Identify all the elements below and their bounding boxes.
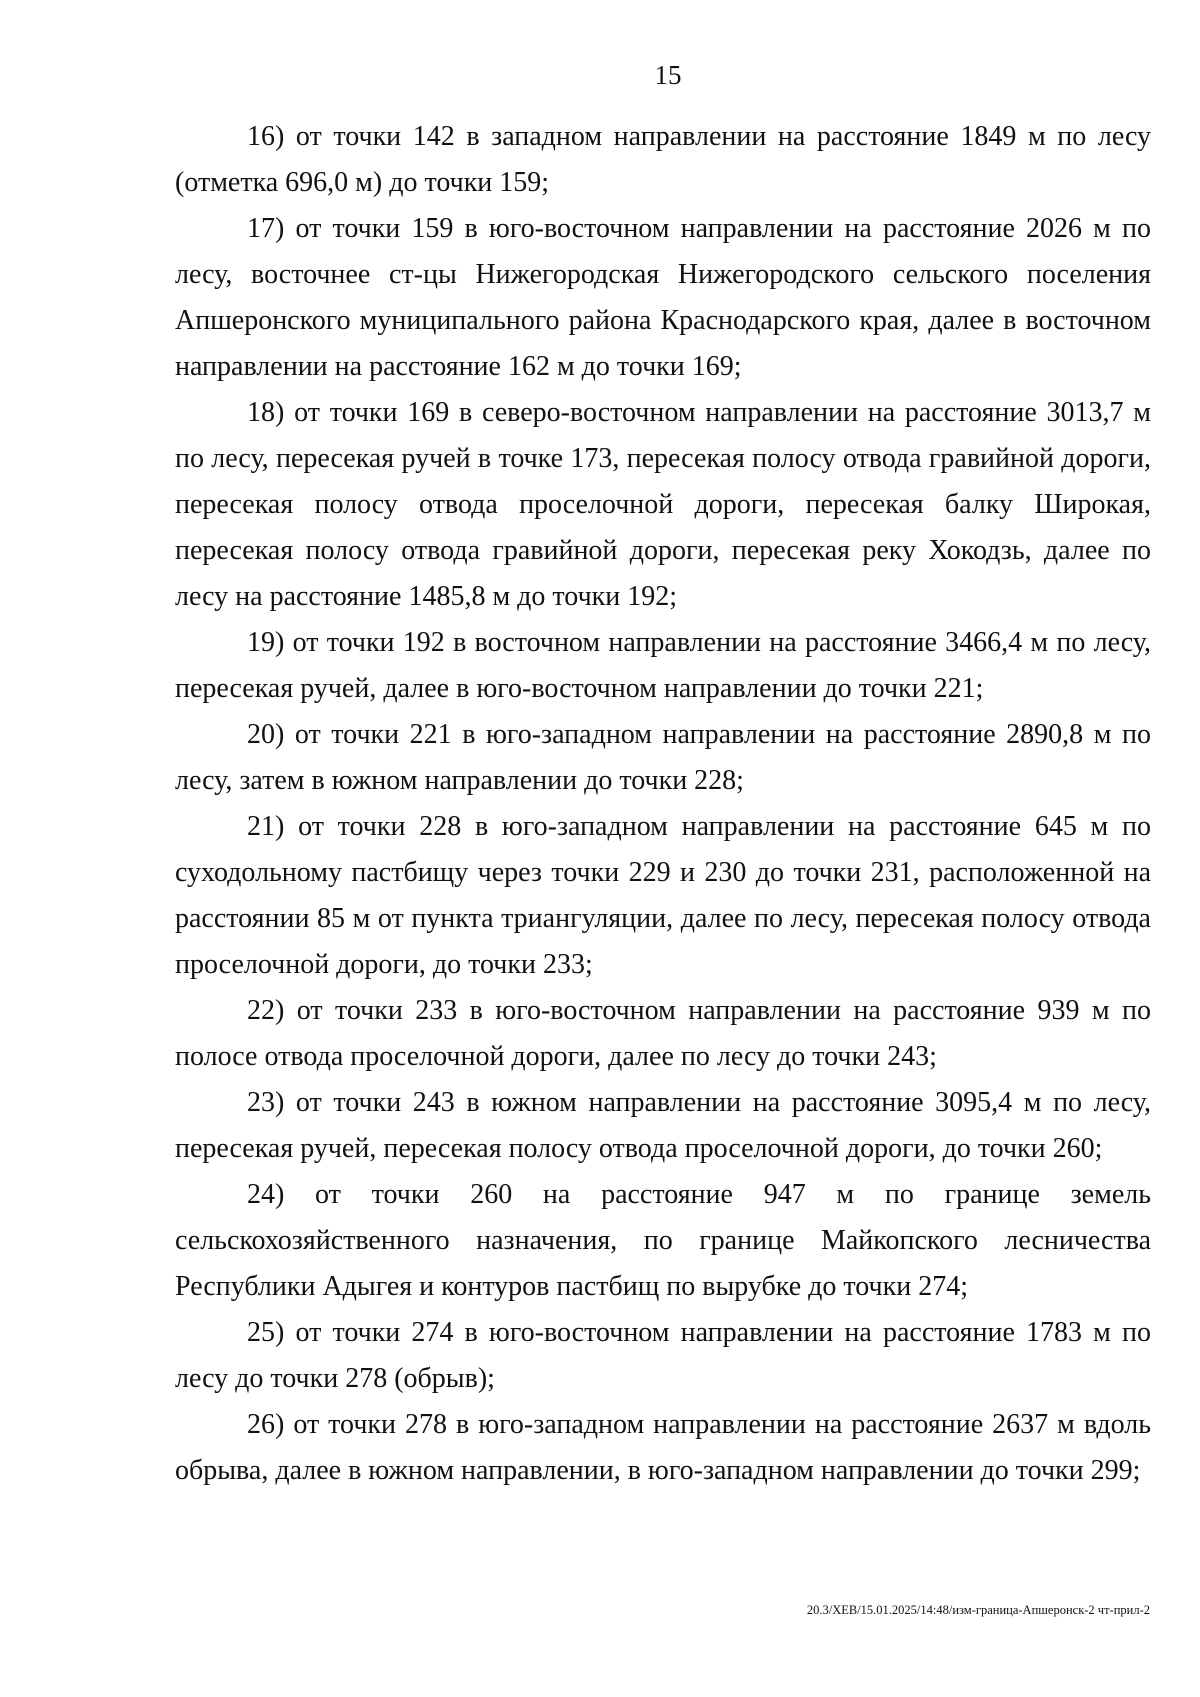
paragraph-22: 22) от точки 233 в юго-восточном направлении на расстояние 939 м по полосе отвода проселочной дороги, далее по лесу до точки 243;: [175, 995, 1151, 1072]
paragraph-20: 20) от точки 221 в юго-западном направлении на расстояние 2890,8 м по лесу, затем в южном направлении до точки 228;: [175, 719, 1151, 796]
paragraph-19: 19) от точки 192 в восточном направлении на расстояние 3466,4 м по лесу, пересекая ручей, далее в юго-восточном направлении до точки 221;: [175, 627, 1151, 704]
paragraph-16: 16) от точки 142 в западном направлении на расстояние 1849 м по лесу (отметка 696,0 м) до точки 159;: [175, 121, 1151, 198]
paragraph-24: 24) от точки 260 на расстояние 947 м по границе земель сельскохозяйственного назначения, по границе Майкопского лесничества Республики Адыгея и контуров пастбищ по вырубке до точки 274;: [175, 1179, 1151, 1302]
page-number: 15: [654, 60, 682, 90]
document-footer-code: 20.3/ХЕВ/15.01.2025/14:48/изм-граница-Апшеронск-2 чт-прил-2: [806, 1603, 1150, 1617]
document-body: [175, 114, 1151, 1494]
paragraph-17: 17) от точки 159 в юго-восточном направлении на расстояние 2026 м по лесу, восточнее ст-цы Нижегородская Нижегородского сельского поселения Апшеронского муниципального района Краснодарского края, далее в восточном направлении на расстояние 162 м до точки 169;: [175, 213, 1151, 382]
paragraph-25: 25) от точки 274 в юго-восточном направлении на расстояние 1783 м по лесу до точки 278 (обрыв);: [175, 1317, 1151, 1394]
paragraph-23: 23) от точки 243 в южном направлении на расстояние 3095,4 м по лесу, пересекая ручей, пересекая полосу отвода проселочной дороги, до точки 260;: [175, 1087, 1151, 1164]
paragraph-26: 26) от точки 278 в юго-западном направлении на расстояние 2637 м вдоль обрыва, далее в южном направлении, в юго-западном направлении до точки 299;: [175, 1409, 1151, 1486]
paragraph-18: 18) от точки 169 в северо-восточном направлении на расстояние 3013,7 м по лесу, пересекая ручей в точке 173, пересекая полосу отвода гравийной дороги, пересекая полосу отвода проселочной дороги, пересекая балку Широкая, пересекая полосу отвода гравийной дороги, пересекая реку Хокодзь, далее по лесу на расстояние 1485,8 м до точки 192;: [175, 397, 1151, 612]
paragraph-21: 21) от точки 228 в юго-западном направлении на расстояние 645 м по суходольному пастбищу через точки 229 и 230 до точки 231, расположенной на расстоянии 85 м от пункта триангуляции, далее по лесу, пересекая полосу отвода проселочной дороги, до точки 233;: [175, 811, 1151, 980]
